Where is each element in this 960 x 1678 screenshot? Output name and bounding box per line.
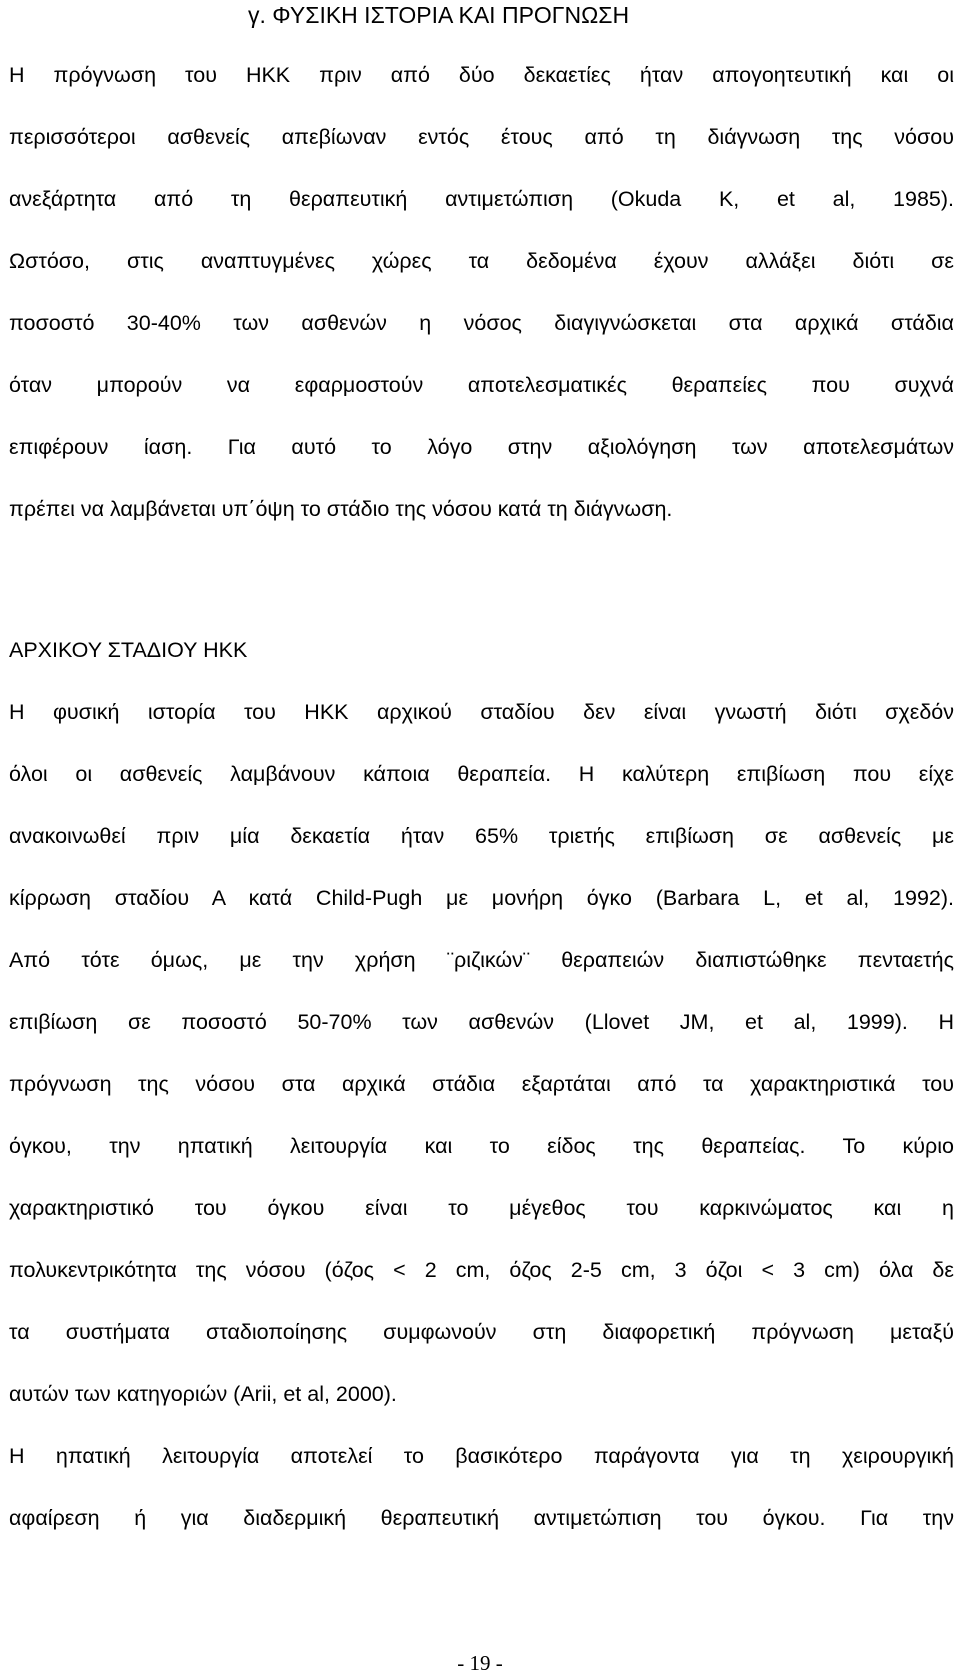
paragraph-liver-function xyxy=(9,1425,954,1549)
text-line: Από τότε όμως, με την χρήση ¨ριζικών¨ θεραπειών διαπιστώθηκε πενταετής xyxy=(9,948,954,972)
text-line: ανεξάρτητα από τη θεραπευτική αντιμετώπιση (Okuda K, et al, 1985). xyxy=(9,187,954,211)
text-line: επιφέρουν ίαση. Για αυτό το λόγο στην αξιολόγηση των αποτελεσμάτων xyxy=(9,435,954,459)
text-line: Η πρόγνωση του ΗΚΚ πριν από δύο δεκαετίες ήταν απογοητευτική και οι xyxy=(9,63,954,87)
section-heading: γ. ΦΥΣΙΚΗ ΙΣΤΟΡΙΑ ΚΑΙ ΠΡΟΓΝΩΣΗ xyxy=(248,2,630,28)
paragraph-prognosis xyxy=(9,44,954,540)
text-line: τα συστήματα σταδιοποίησης συμφωνούν στη διαφορετική πρόγνωση μεταξύ xyxy=(9,1320,954,1344)
text-line: πρόγνωση της νόσου στα αρχικά στάδια εξαρτάται από τα χαρακτηριστικά του xyxy=(9,1072,954,1096)
text-line: όταν μπορούν να εφαρμοστούν αποτελεσματικές θεραπείες που συχνά xyxy=(9,373,954,397)
text-line: όγκου, την ηπατική λειτουργία και το είδος της θεραπείας. Το κύριο xyxy=(9,1134,954,1158)
text-line: ανακοινωθεί πριν μία δεκαετία ήταν 65% τριετής επιβίωση σε ασθενείς με xyxy=(9,824,954,848)
text-line: χαρακτηριστικό του όγκου είναι το μέγεθος του καρκινώματος και η xyxy=(9,1196,954,1220)
text-line: Ωστόσο, στις αναπτυγμένες χώρες τα δεδομένα έχουν αλλάξει διότι σε xyxy=(9,249,954,273)
paragraph-early-stage xyxy=(9,681,954,1425)
text-line: περισσότεροι ασθενείς απεβίωναν εντός έτους από τη διάγνωση της νόσου xyxy=(9,125,954,149)
text-line: Η φυσική ιστορία του ΗΚΚ αρχικού σταδίου δεν είναι γνωστή διότι σχεδόν xyxy=(9,700,954,724)
text-line: πολυκεντρικότητα της νόσου (όζος < 2 cm, όζος 2-5 cm, 3 όζοι < 3 cm) όλα δε xyxy=(9,1258,954,1282)
text-line: ποσοστό 30-40% των ασθενών η νόσος διαγιγνώσκεται στα αρχικά στάδια xyxy=(9,311,954,335)
text-line: Η ηπατική λειτουργία αποτελεί το βασικότερο παράγοντα για τη χειρουργική xyxy=(9,1444,954,1468)
text-line: αυτών των κατηγοριών (Arii, et al, 2000). xyxy=(9,1382,397,1406)
text-line: όλοι οι ασθενείς λαμβάνουν κάποια θεραπεία. Η καλύτερη επιβίωση που είχε xyxy=(9,762,954,786)
subsection-heading: ΑΡΧΙΚΟΥ ΣΤΑΔΙΟΥ ΗΚΚ xyxy=(9,638,248,662)
text-line: αφαίρεση ή για διαδερμική θεραπευτική αντιμετώπιση του όγκου. Για την xyxy=(9,1506,954,1530)
text-line: κίρρωση σταδίου Α κατά Child-Pugh με μονήρη όγκο (Barbara L, et al, 1992). xyxy=(9,886,954,910)
page-number: - 19 - xyxy=(457,1651,503,1675)
text-line: πρέπει να λαμβάνεται υπ΄όψη το στάδιο της νόσου κατά τη διάγνωση. xyxy=(9,497,673,521)
text-line: επιβίωση σε ποσοστό 50-70% των ασθενών (Llovet JM, et al, 1999). Η xyxy=(9,1010,954,1034)
